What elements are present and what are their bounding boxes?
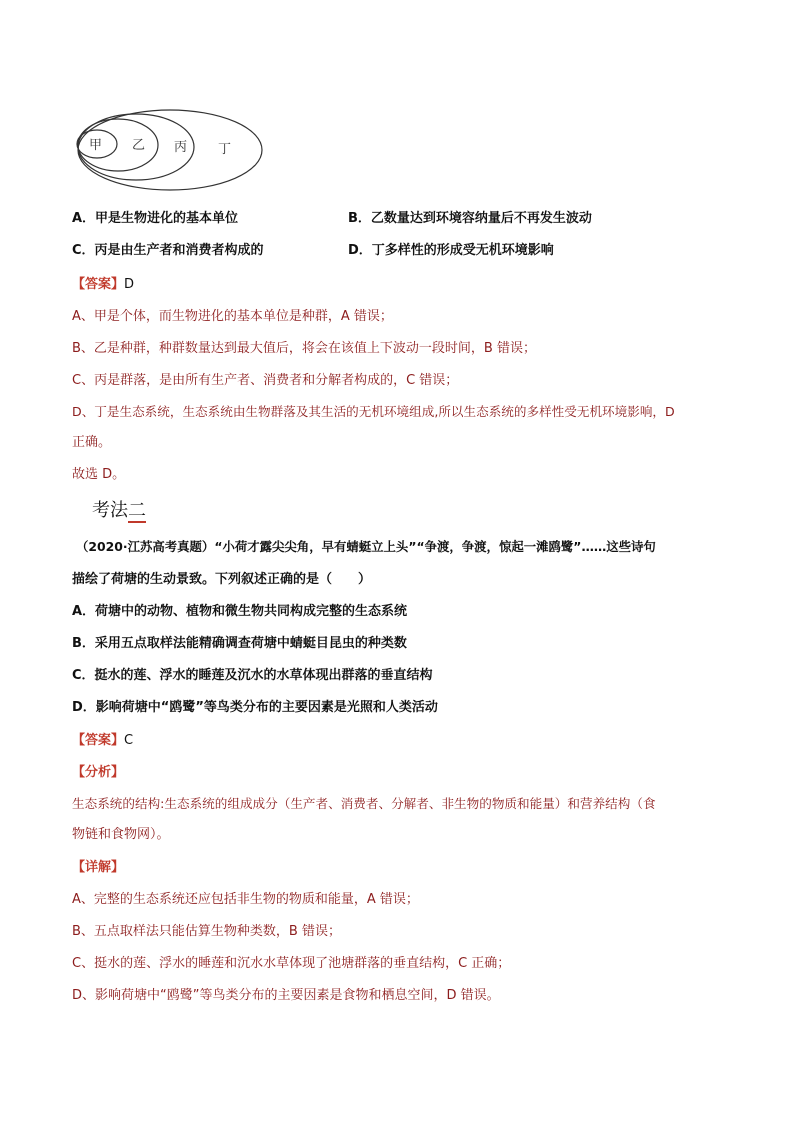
label-yi: 乙	[132, 138, 146, 153]
q2-analysis-line1: 生态系统的结构:生态系统的组成成分（生产者、消费者、分解者、非生物的物质和能量）和营养结构（食	[72, 796, 656, 811]
section-heading-prefix: 考法	[92, 500, 128, 521]
q2-option-a: A．荷塘中的动物、植物和微生物共同构成完整的生态系统	[72, 604, 408, 619]
q2-detail-c: C、挺水的莲、浮水的睡莲和沉水水草体现了池塘群落的垂直结构，C 正确；	[72, 956, 511, 971]
q2-stem-line1: （2020·江苏高考真题）“小荷才露尖尖角，早有蜻蜓立上头”“争渡，争渡，惊起一滩鸥鹭”……这些诗句	[76, 539, 656, 554]
ellipse-ding	[78, 110, 262, 190]
q2-answer-tag: 【答案】	[72, 733, 125, 748]
q2-detail-b: B、五点取样法只能估算生物种类数，B 错误；	[72, 924, 341, 939]
q1-explanation-d-cont: 正确。	[72, 435, 112, 450]
nested-ellipse-diagram	[70, 100, 270, 200]
q2-analysis-line2: 物链和食物网）。	[72, 827, 170, 842]
q2-option-c: C．挺水的莲、浮水的睡莲及沉水的水草体现出群落的垂直结构	[72, 668, 433, 683]
q2-analysis-tag-text: 【分析】	[72, 765, 125, 780]
q1-conclusion: 故选 D。	[72, 467, 126, 482]
q1-answer	[72, 273, 134, 292]
q2-detail-d: D、影响荷塘中“鸥鹭”等鸟类分布的主要因素是食物和栖息空间，D 错误。	[72, 988, 500, 1003]
q2-option-d: D．影响荷塘中“鸥鹭”等鸟类分布的主要因素是光照和人类活动	[72, 700, 438, 715]
q2-detail-tag-text: 【详解】	[72, 860, 125, 875]
q1-option-c: C．丙是由生产者和消费者构成的	[72, 243, 264, 258]
label-ding: 丁	[218, 142, 232, 157]
q2-detail-tag	[72, 856, 124, 875]
q2-stem-line2: 描绘了荷塘的生动景致。下列叙述正确的是（ ）	[72, 572, 372, 587]
q2-option-b: B．采用五点取样法能精确调查荷塘中蜻蜓目昆虫的种类数	[72, 636, 407, 651]
q1-explanation-c: C、丙是群落，是由所有生产者、消费者和分解者构成的，C 错误；	[72, 373, 459, 388]
section-heading-suffix: 二	[128, 500, 146, 521]
q1-option-a: A．甲是生物进化的基本单位	[72, 211, 239, 226]
q1-explanation-d: D、丁是生态系统，生态系统由生物群落及其生活的无机环境组成,所以生态系统的多样性受无机环境影响，D	[72, 404, 675, 419]
q1-answer-tag: 【答案】	[72, 277, 125, 292]
q1-explanation-b: B、乙是种群，种群数量达到最大值后，将会在该值上下波动一段时间，B 错误；	[72, 341, 536, 356]
q2-analysis-tag	[72, 761, 124, 780]
q2-answer	[72, 729, 133, 748]
label-bing: 丙	[174, 140, 188, 155]
q1-option-d: D．丁多样性的形成受无机环境影响	[348, 243, 554, 258]
q1-answer-value: D	[124, 277, 135, 292]
q2-answer-value: C	[124, 733, 134, 748]
section-heading	[92, 496, 146, 522]
q2-detail-a: A、完整的生态系统还应包括非生物的物质和能量，A 错误；	[72, 892, 419, 907]
label-jia: 甲	[89, 138, 103, 153]
q1-option-b: B．乙数量达到环境容纳量后不再发生波动	[348, 211, 592, 226]
q1-explanation-a: A、甲是个体，而生物进化的基本单位是种群，A 错误；	[72, 309, 393, 324]
